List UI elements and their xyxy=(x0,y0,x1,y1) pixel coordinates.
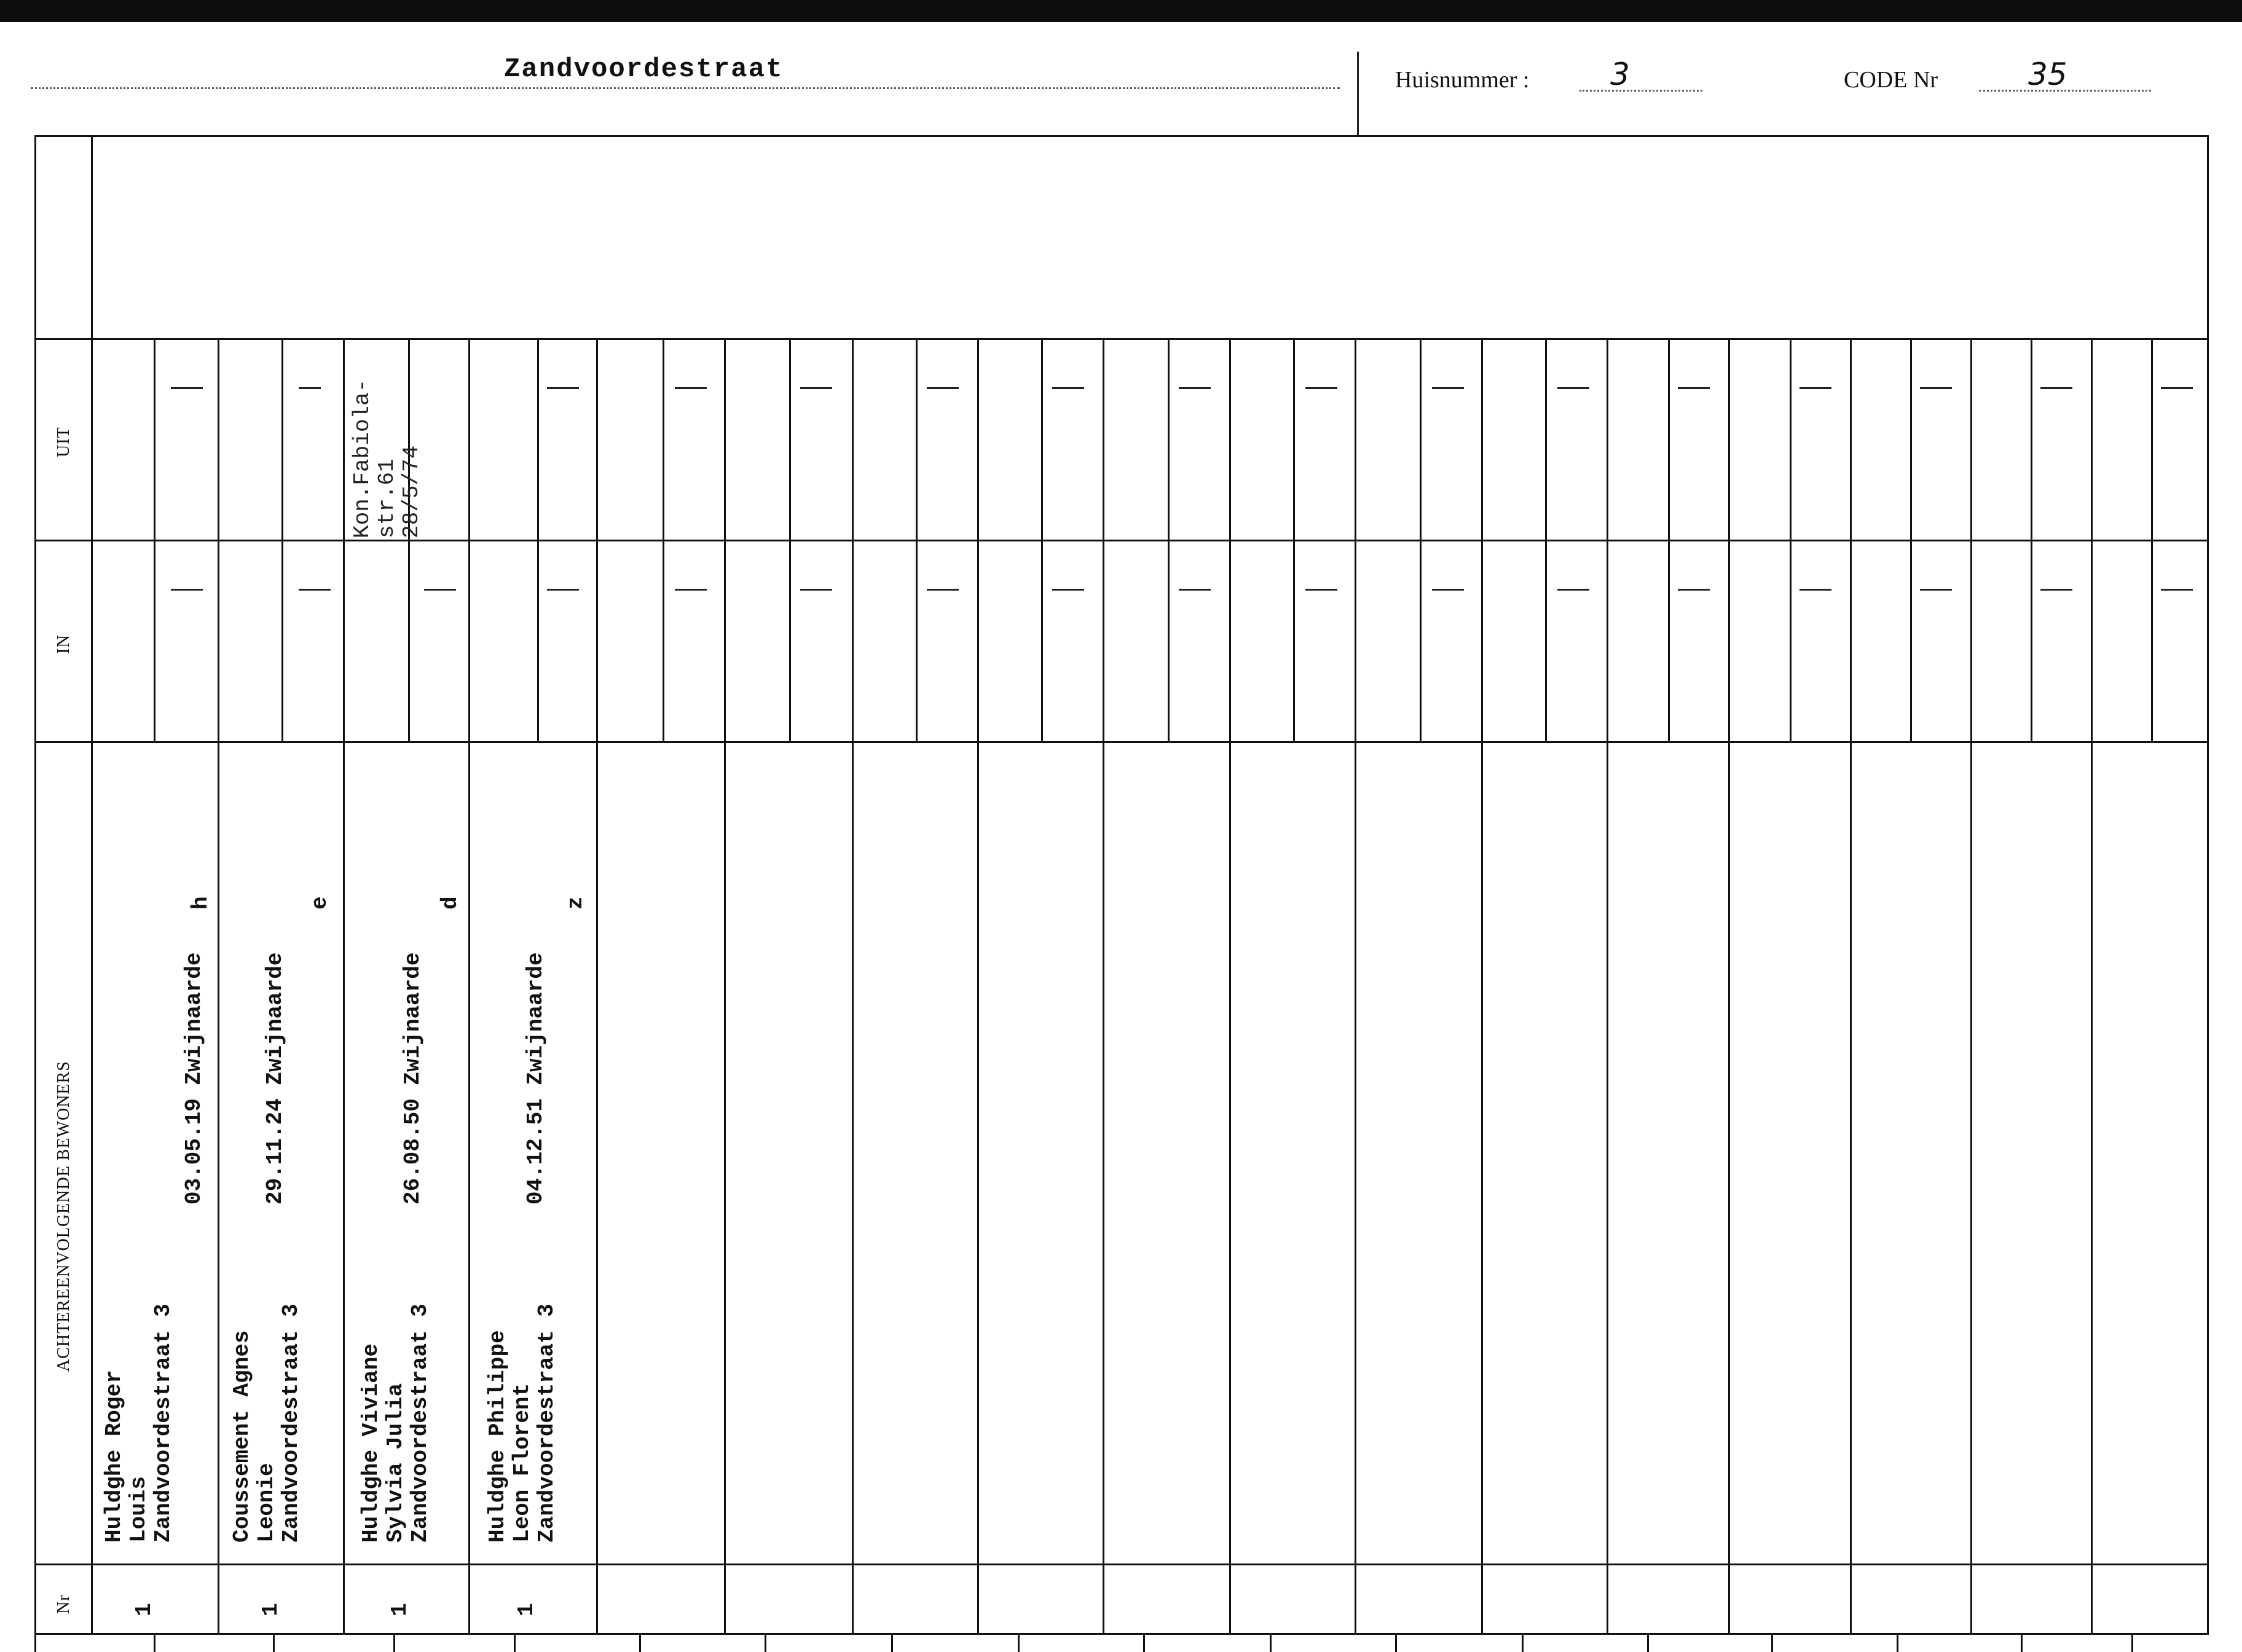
resident-address: Zandvoordestraat 3 xyxy=(151,1304,176,1543)
in-dash xyxy=(1800,589,1831,591)
resident-birth: 03.05.19 xyxy=(181,1098,206,1205)
nr-top-line xyxy=(91,1564,2209,1565)
in-dash xyxy=(800,589,832,591)
resident-2-name-block xyxy=(230,1304,304,1543)
resident-name: Coussement Agnes xyxy=(229,1330,254,1543)
column-line xyxy=(1850,338,1852,1635)
bewoners-label: ACHTEREENVOLGENDE BEWONERS xyxy=(54,1061,73,1372)
uit-dash xyxy=(171,387,203,389)
resident-2-nr: 1 xyxy=(258,1603,283,1616)
in-dash xyxy=(424,589,456,591)
column-line xyxy=(977,338,979,1635)
resident-3-birth-block xyxy=(401,953,425,1205)
column-line xyxy=(218,338,219,1635)
resident-3-nr: 1 xyxy=(387,1603,412,1616)
bottom-tick xyxy=(1897,1634,1898,1652)
code-label: CODE Nr xyxy=(1844,67,1938,93)
subcolumn-line xyxy=(1790,338,1792,741)
resident-birth: 29.11.24 xyxy=(262,1098,288,1205)
bottom-tick xyxy=(393,1634,395,1652)
subcolumn-line xyxy=(1910,338,1912,741)
label-column-divider xyxy=(91,135,93,1635)
uit-dash xyxy=(1179,387,1211,389)
in-dash xyxy=(1305,589,1337,591)
bottom-tick xyxy=(2021,1634,2023,1652)
column-line xyxy=(1103,338,1104,1635)
resident-place: Zwijnaarde xyxy=(181,952,206,1085)
uit-note-resident-3: Kon.Fabiola- str.61 28/5/74 xyxy=(350,379,424,538)
in-dash xyxy=(1678,589,1710,591)
resident-name: Huldghe Philippe xyxy=(485,1330,510,1543)
uit-dash xyxy=(1052,387,1084,389)
uit-dash xyxy=(1800,387,1831,389)
bottom-tick xyxy=(1018,1634,1020,1652)
nr-label: Nr xyxy=(54,1594,73,1614)
subcolumn-line xyxy=(154,338,155,741)
subcolumn-line xyxy=(1041,338,1043,741)
resident-1-letter: h xyxy=(188,896,213,910)
bottom-tick xyxy=(1270,1634,1272,1652)
subcolumn-line xyxy=(789,338,791,741)
bottom-tick xyxy=(1522,1634,1524,1652)
label-bewoners-line xyxy=(34,741,91,743)
subcolumn-line xyxy=(1168,338,1170,741)
column-line xyxy=(1607,338,1608,1635)
in-dash xyxy=(547,589,579,591)
column-line xyxy=(1229,338,1231,1635)
uit-dash xyxy=(1432,387,1464,389)
label-nr-line xyxy=(34,1564,91,1565)
resident-3-name-block xyxy=(359,1304,433,1543)
subcolumn-line xyxy=(1420,338,1422,741)
uit-dash xyxy=(2161,387,2193,389)
street-name: Zandvoordestraat xyxy=(504,54,784,85)
uit-dash xyxy=(675,387,707,389)
column-line xyxy=(1355,338,1356,1635)
column-line xyxy=(596,338,598,1635)
bottom-tick xyxy=(273,1634,275,1652)
resident-first-names: Sylvia Julia xyxy=(383,1383,408,1543)
resident-1-birth-block xyxy=(182,953,206,1205)
column-line xyxy=(852,338,854,1635)
subcolumn-line xyxy=(2151,338,2153,741)
column-line xyxy=(343,338,345,1635)
resident-birth: 04.12.51 xyxy=(523,1098,548,1205)
subcolumn-line xyxy=(281,338,283,741)
bottom-tick xyxy=(2131,1634,2133,1652)
resident-place: Zwijnaarde xyxy=(262,952,288,1085)
resident-1-nr: 1 xyxy=(132,1603,157,1616)
subcolumn-line xyxy=(1293,338,1295,741)
column-line xyxy=(2091,338,2093,1635)
subcolumn-line xyxy=(663,338,664,741)
house-number-dots xyxy=(1579,90,1702,92)
subcolumn-line xyxy=(2031,338,2032,741)
in-dash xyxy=(675,589,707,591)
subcolumn-line xyxy=(1545,338,1547,741)
resident-4-letter: z xyxy=(563,896,588,910)
resident-3-letter: d xyxy=(438,896,463,910)
bottom-tick xyxy=(1771,1634,1773,1652)
bottom-tick xyxy=(1647,1634,1649,1652)
resident-4-nr: 1 xyxy=(514,1603,539,1616)
resident-birth: 26.08.50 xyxy=(400,1098,425,1205)
resident-name: Huldghe Viviane xyxy=(358,1343,384,1543)
resident-4-name-block xyxy=(486,1304,559,1543)
resident-first-names: Leonie xyxy=(254,1463,279,1543)
in-dash xyxy=(1920,589,1952,591)
label-uit-line xyxy=(34,338,91,340)
in-dash xyxy=(1179,589,1211,591)
uit-dash xyxy=(800,387,832,389)
resident-name: Huldghe Roger xyxy=(101,1370,127,1543)
code-value: 35 xyxy=(2028,57,2067,92)
column-line xyxy=(1728,338,1730,1635)
resident-address: Zandvoordestraat 3 xyxy=(534,1304,559,1543)
uit-dash xyxy=(547,387,579,389)
resident-address: Zandvoordestraat 3 xyxy=(407,1304,433,1543)
in-dash xyxy=(2161,589,2193,591)
street-dotted-line xyxy=(31,87,1340,89)
resident-2-letter: e xyxy=(307,896,332,910)
uit-dash xyxy=(2040,387,2072,389)
resident-place: Zwijnaarde xyxy=(400,952,425,1085)
uit-dash xyxy=(1305,387,1337,389)
bottom-tick xyxy=(765,1634,766,1652)
bottom-tick xyxy=(34,1634,36,1652)
bottom-tick xyxy=(639,1634,641,1652)
uit-dash xyxy=(1678,387,1710,389)
column-line xyxy=(468,338,470,1635)
subcolumn-line xyxy=(537,338,539,741)
in-label: IN xyxy=(54,634,73,654)
subcolumn-line xyxy=(1668,338,1670,741)
in-dash xyxy=(299,589,331,591)
resident-first-names: Louis xyxy=(126,1476,151,1543)
column-line xyxy=(1481,338,1483,1635)
resident-2-birth-block xyxy=(263,953,288,1205)
column-line xyxy=(1970,338,1972,1635)
in-dash xyxy=(1052,589,1084,591)
uit-dash xyxy=(927,387,959,389)
uit-dash xyxy=(1920,387,1952,389)
bottom-tick xyxy=(1395,1634,1397,1652)
house-number-label: Huisnummer : xyxy=(1395,67,1530,93)
bottom-tick xyxy=(154,1634,155,1652)
header-divider xyxy=(1357,52,1359,135)
house-number-value: 3 xyxy=(1610,57,1630,92)
uit-dash xyxy=(1557,387,1589,389)
top-edge-bar xyxy=(0,0,2242,22)
resident-4-birth-block xyxy=(524,953,548,1205)
bewoners-top-line xyxy=(91,741,2209,743)
in-dash xyxy=(1557,589,1589,591)
subcolumn-line xyxy=(916,338,918,741)
resident-address: Zandvoordestraat 3 xyxy=(278,1304,304,1543)
label-in-line xyxy=(34,540,91,541)
bottom-tick xyxy=(514,1634,516,1652)
in-dash xyxy=(927,589,959,591)
in-dash xyxy=(171,589,203,591)
resident-1-name-block xyxy=(102,1304,176,1543)
bottom-tick xyxy=(1143,1634,1145,1652)
in-dash xyxy=(2040,589,2072,591)
bottom-tick xyxy=(891,1634,893,1652)
uit-dash xyxy=(299,387,321,389)
column-line xyxy=(724,338,726,1635)
uit-label: UIT xyxy=(54,427,73,457)
in-dash xyxy=(1432,589,1464,591)
resident-first-names: Leon Florent xyxy=(509,1383,535,1543)
resident-place: Zwijnaarde xyxy=(523,952,548,1085)
